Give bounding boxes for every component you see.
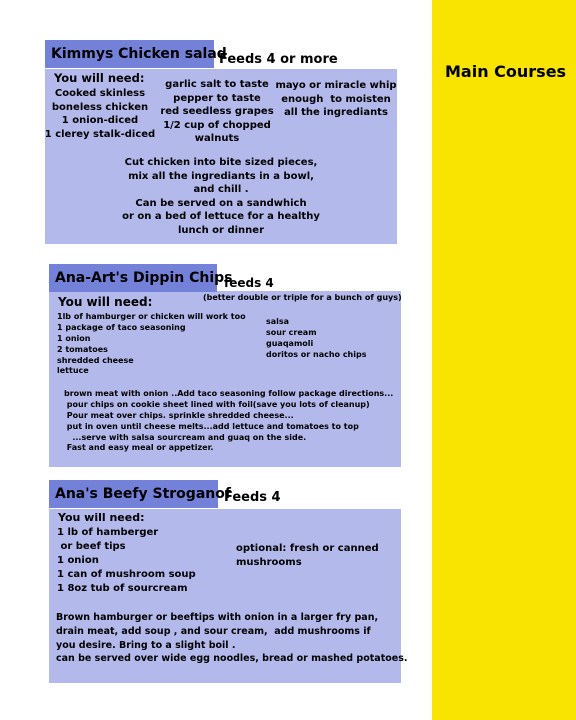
recipe-feeds: Feeds 4 or more bbox=[219, 52, 338, 67]
need-heading: You will need: bbox=[58, 295, 153, 309]
need-heading: You will need: bbox=[58, 511, 145, 524]
recipe-title: Ana-Art's Dippin Chips bbox=[49, 264, 217, 292]
recipe-feeds: Feeds 4 bbox=[224, 490, 281, 505]
section-title: Main Courses bbox=[445, 62, 567, 81]
ingredients-col-1: 1lb of hamburger or chicken will work too 1 package of taco seasoning 1 onion 2 tomatoes shredded cheese lettuce bbox=[57, 312, 246, 376]
recipe-directions: Cut chicken into bite sized pieces, mix all the ingrediants in a bowl, and chill . Can be served on a sandwhich or on a bed of lettuce for a healthy lunch or dinner bbox=[122, 157, 320, 236]
ingredients-col-1: 1 lb of hamberger or beef tips 1 onion 1 can of mushroom soup 1 8oz tub of sourcream bbox=[57, 527, 196, 594]
ingredients-col-2: optional: fresh or canned mushrooms bbox=[236, 543, 379, 568]
recipe-feeds: feeds 4 bbox=[224, 276, 274, 290]
sidebar-panel bbox=[432, 0, 576, 720]
ingredients-col-3: mayo or miracle whip enough to moisten all the ingrediants bbox=[275, 80, 397, 118]
recipe-title: Ana's Beefy Stroganof bbox=[49, 480, 218, 508]
ingredients-col-2: salsa sour cream guaqamoli doritos or nacho chips bbox=[266, 317, 367, 359]
recipe-directions: Brown hamburger or beeftips with onion in a larger fry pan, drain meat, add soup , and sour cream, add mushrooms if you desire. Bring to a slight boil . can be served over wide egg noodles, bread or mashed potatoes. bbox=[56, 612, 408, 665]
recipe-title: Kimmys Chicken salad bbox=[45, 40, 214, 68]
need-heading: You will need: bbox=[54, 71, 145, 85]
recipe-note: (better double or triple for a bunch of guys) bbox=[203, 293, 402, 302]
ingredients-col-2: garlic salt to taste pepper to taste red seedless grapes 1/2 cup of chopped walnuts bbox=[160, 79, 274, 144]
recipe-directions: brown meat with onion ..Add taco seasoning follow package directions... pour chips on cookie sheet lined with foil(save you lots of cleanup) Pour meat over chips. sprinkle shredded cheese... put in oven until cheese melts...add lettuce and tomatoes to top ...serve with salsa sourcream and guaq on the side. Fast and easy meal or appetizer. bbox=[64, 389, 394, 453]
ingredients-col-1: Cooked skinless boneless chicken 1 onion-diced 1 clerey stalk-diced bbox=[44, 88, 156, 140]
